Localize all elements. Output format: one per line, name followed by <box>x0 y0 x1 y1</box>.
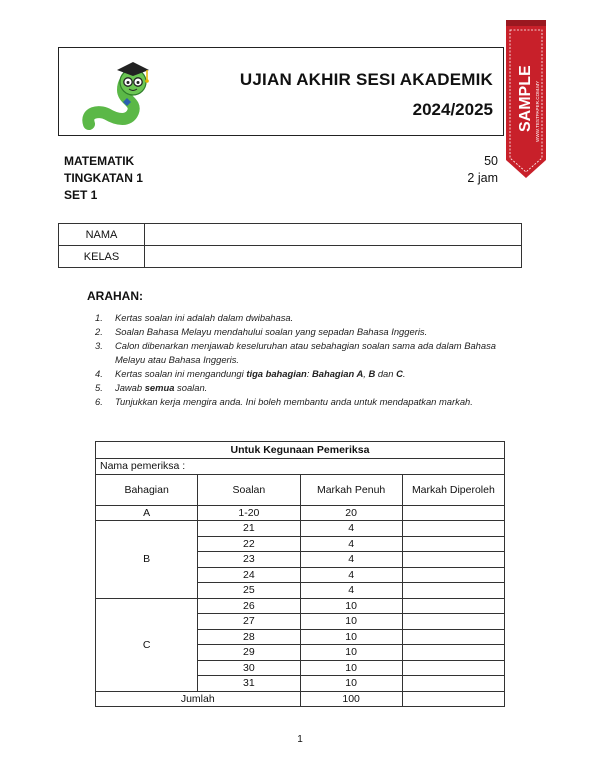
instruction-text: dan <box>375 368 397 379</box>
question-cell: 24 <box>198 567 300 583</box>
marks-obtained-cell[interactable] <box>402 583 504 599</box>
full-marks-cell: 10 <box>300 645 402 661</box>
marks-obtained-cell[interactable] <box>402 614 504 630</box>
instruction-text: Kertas soalan ini mengandungi <box>115 368 247 379</box>
class-label: KELAS <box>59 246 145 268</box>
instruction-item <box>95 311 505 325</box>
full-marks-cell: 4 <box>300 536 402 552</box>
table-row <box>96 521 505 537</box>
subject-meta <box>467 153 498 187</box>
name-field[interactable] <box>145 224 522 246</box>
exam-title: UJIAN AKHIR SESI AKADEMIK <box>239 70 493 89</box>
instruction-number: 2. <box>95 326 103 337</box>
instruction-item <box>95 395 505 409</box>
full-marks-cell: 4 <box>300 552 402 568</box>
full-marks-cell: 4 <box>300 521 402 537</box>
instructions-list <box>95 311 505 409</box>
question-cell: 23 <box>198 552 300 568</box>
instruction-item <box>95 339 505 367</box>
section-a-label: A <box>96 505 198 521</box>
total-marks-obtained[interactable] <box>402 691 504 707</box>
table-row <box>96 505 505 521</box>
examiner-name-label: Nama pemeriksa : <box>96 459 505 475</box>
instruction-text: Soalan Bahasa Melayu mendahului soalan yang sepadan Bahasa Inggeris. <box>115 326 428 337</box>
instruction-text: Bahagian A <box>312 368 364 379</box>
full-marks-cell: 10 <box>300 629 402 645</box>
instruction-number: 6. <box>95 396 103 407</box>
name-label: NAMA <box>59 224 145 246</box>
question-cell: 26 <box>198 598 300 614</box>
marks-obtained-cell[interactable] <box>402 629 504 645</box>
marks-obtained-cell[interactable] <box>402 567 504 583</box>
name-row <box>59 224 522 246</box>
subject-block <box>64 153 143 204</box>
question-cell: 22 <box>198 536 300 552</box>
header-box <box>58 47 504 136</box>
marks-obtained-cell[interactable] <box>402 505 504 521</box>
instruction-text: soalan. <box>174 382 208 393</box>
question-cell: 21 <box>198 521 300 537</box>
examiner-table <box>95 441 505 707</box>
instruction-text: . <box>402 368 406 379</box>
instruction-text: B <box>368 368 376 379</box>
marks-obtained-cell[interactable] <box>402 552 504 568</box>
instruction-text: : <box>306 368 312 379</box>
full-marks-cell: 10 <box>300 598 402 614</box>
total-label: Jumlah <box>96 691 301 707</box>
marks-obtained-cell[interactable] <box>402 536 504 552</box>
header-question: Soalan <box>198 474 300 505</box>
instruction-number: 1. <box>95 312 103 323</box>
instruction-item <box>95 367 505 381</box>
total-row <box>96 691 505 707</box>
instruction-text: , <box>363 368 369 379</box>
instruction-text: tiga bahagian <box>246 368 307 379</box>
instruction-number: 3. <box>95 340 103 351</box>
ribbon-url-text: WWW.TESTPAPER.COM.MY <box>535 80 540 142</box>
instruction-text: semua <box>144 382 175 393</box>
page-number: 1 <box>297 734 303 745</box>
subject-set: SET 1 <box>64 188 98 202</box>
sample-ribbon <box>506 20 546 180</box>
total-marks: 50 <box>484 154 498 168</box>
worm-graduate-mascot <box>77 52 157 132</box>
question-cell: 28 <box>198 629 300 645</box>
question-cell: 31 <box>198 676 300 692</box>
header-marks-obtained: Markah Diperoleh <box>402 474 504 505</box>
instruction-text: Kertas soalan ini adalah dalam dwibahasa. <box>115 312 294 323</box>
question-cell: 29 <box>198 645 300 661</box>
class-row <box>59 246 522 268</box>
question-cell: 1-20 <box>198 505 300 521</box>
exam-year: 2024/2025 <box>412 100 493 119</box>
marks-obtained-cell[interactable] <box>402 645 504 661</box>
instructions-title: ARAHAN: <box>87 289 143 303</box>
total-full-marks: 100 <box>300 691 402 707</box>
instruction-text: Tunjukkan kerja mengira anda. Ini boleh membantu anda untuk mendapatkan markah. <box>115 396 473 407</box>
instruction-text: Jawab <box>115 382 145 393</box>
instruction-item <box>95 381 505 395</box>
full-marks-cell: 20 <box>300 505 402 521</box>
marks-obtained-cell[interactable] <box>402 660 504 676</box>
instruction-number: 4. <box>95 368 103 379</box>
full-marks-cell: 4 <box>300 567 402 583</box>
full-marks-cell: 10 <box>300 660 402 676</box>
full-marks-cell: 10 <box>300 676 402 692</box>
header-section: Bahagian <box>96 474 198 505</box>
instruction-text: C <box>396 368 403 379</box>
section-c-label: C <box>96 598 198 691</box>
duration: 2 jam <box>467 171 498 185</box>
marks-obtained-cell[interactable] <box>402 598 504 614</box>
student-info-table <box>58 223 522 268</box>
full-marks-cell: 4 <box>300 583 402 599</box>
class-field[interactable] <box>145 246 522 268</box>
header-full-marks: Markah Penuh <box>300 474 402 505</box>
question-cell: 27 <box>198 614 300 630</box>
table-row <box>96 598 505 614</box>
subject-name: MATEMATIK <box>64 154 135 168</box>
marks-obtained-cell[interactable] <box>402 521 504 537</box>
ribbon-sample-text: SAMPLE <box>517 65 534 132</box>
instruction-number: 5. <box>95 382 103 393</box>
instruction-text: Calon dibenarkan menjawab keseluruhan atau sebahagian soalan sama ada dalam Bahasa Melayu atau Bahasa Inggeris. <box>115 340 496 365</box>
instruction-item <box>95 325 505 339</box>
question-cell: 30 <box>198 660 300 676</box>
question-cell: 25 <box>198 583 300 599</box>
marks-obtained-cell[interactable] <box>402 676 504 692</box>
section-b-label: B <box>96 521 198 599</box>
subject-form: TINGKATAN 1 <box>64 171 143 185</box>
examiner-table-title: Untuk Kegunaan Pemeriksa <box>96 442 505 459</box>
full-marks-cell: 10 <box>300 614 402 630</box>
